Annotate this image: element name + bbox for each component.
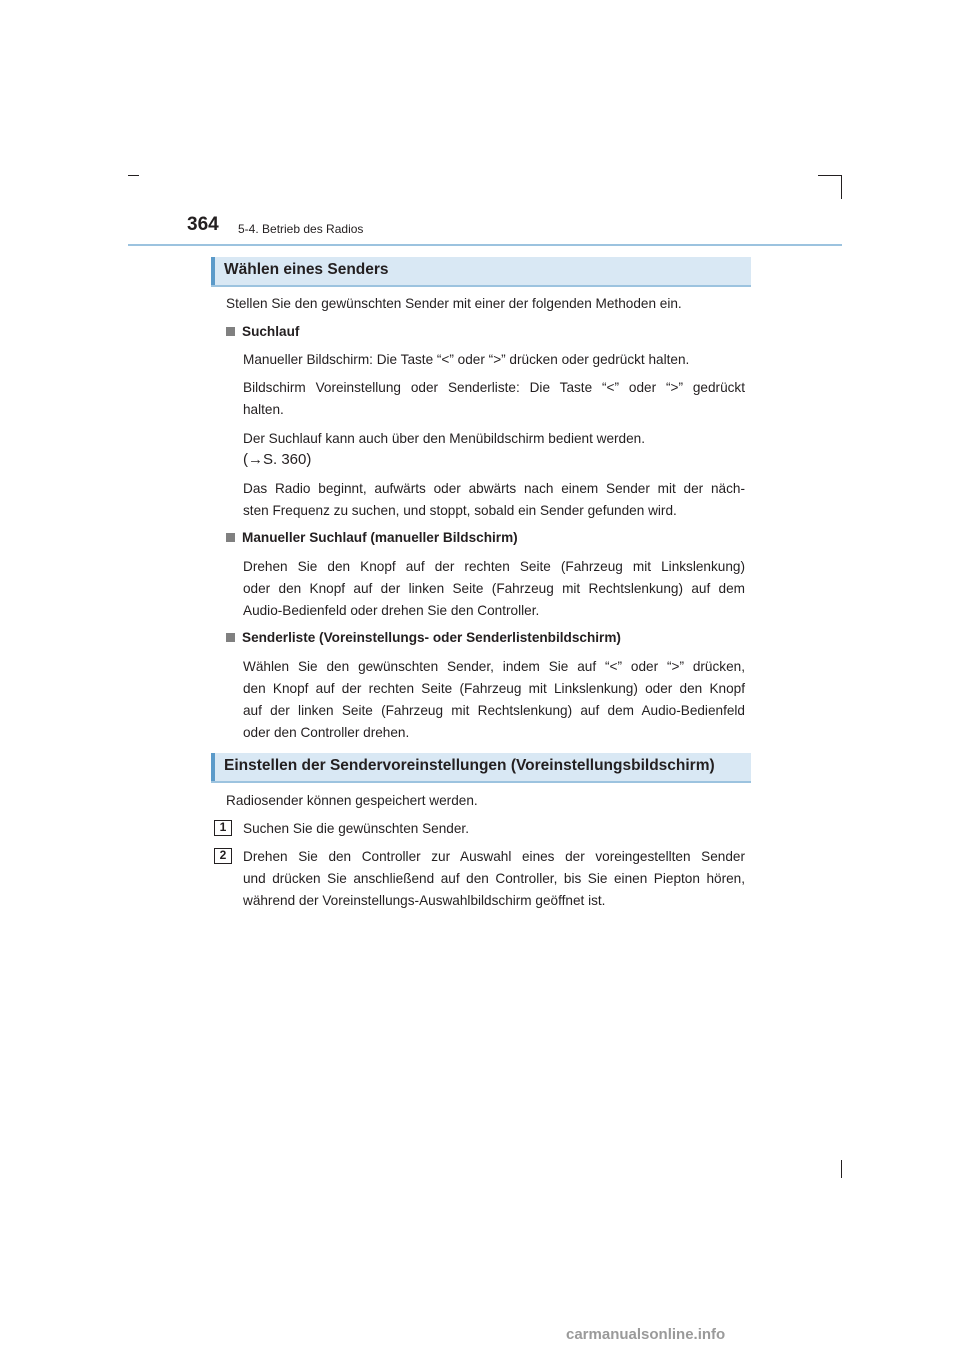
bullet-heading-station-list xyxy=(226,628,621,648)
paragraph-line: den Knopf auf der rechten Seite (Fahrzeug mit Linkslenkung) oder den Knopf xyxy=(243,681,745,696)
paragraph-line: auf der linken Seite (Fahrzeug mit Rechtslenkung) auf dem Audio-Bedienfeld xyxy=(243,703,745,718)
header-rule xyxy=(128,244,842,246)
crop-mark-bottom-right xyxy=(841,1160,842,1178)
step-number-badge: 1 xyxy=(214,820,232,836)
section-heading-presets xyxy=(211,753,751,783)
bullet-heading-suchlauf xyxy=(226,322,299,342)
crop-mark-top-left xyxy=(128,175,139,176)
step-number-badge: 2 xyxy=(214,848,232,864)
step-text: und drücken Sie anschließend auf den Controller, bis Sie einen Piepton hören, xyxy=(243,871,745,886)
step-text: Suchen Sie die gewünschten Sender. xyxy=(243,821,469,836)
crop-mark-top-right-v xyxy=(841,175,842,199)
section-heading-select-station xyxy=(211,257,751,287)
paragraph-line: Der Suchlauf kann auch über den Menübildschirm bedient werden. xyxy=(243,431,646,446)
square-bullet-icon xyxy=(226,533,235,542)
chapter-title: 5-4. Betrieb des Radios xyxy=(238,222,364,236)
step-text: Drehen Sie den Controller zur Auswahl eines der voreingestellten Sender xyxy=(243,849,745,864)
square-bullet-icon xyxy=(226,327,235,336)
section-title: Einstellen der Sendervoreinstellungen (Voreinstellungsbildschirm) xyxy=(224,757,715,774)
bullet-heading-manual-seek xyxy=(226,528,518,548)
section-heading-accent xyxy=(211,753,215,781)
paragraph-line: Wählen Sie den gewünschten Sender, indem Sie auf “<” oder “>” drücken, xyxy=(243,659,745,674)
bullet-heading-text: Manueller Suchlauf (manueller Bildschirm) xyxy=(242,530,518,545)
paragraph-line: Das Radio beginnt, aufwärts oder abwärts nach einem Sender mit der näch- xyxy=(243,481,745,496)
bullet-heading-text: Suchlauf xyxy=(242,324,300,339)
page-number: 364 xyxy=(187,214,219,235)
paragraph-line: Drehen Sie den Knopf auf der rechten Seite (Fahrzeug mit Linkslenkung) xyxy=(243,559,745,574)
section-heading-accent xyxy=(211,257,215,285)
section-intro: Radiosender können gespeichert werden. xyxy=(226,793,478,808)
square-bullet-icon xyxy=(226,633,235,642)
step-text: während der Voreinstellungs-Auswahlbildschirm geöffnet ist. xyxy=(243,893,606,908)
paragraph-line: Audio-Bedienfeld oder drehen Sie den Controller. xyxy=(243,603,540,618)
paragraph-line: halten. xyxy=(243,402,284,417)
watermark: carmanualsonline.info xyxy=(566,1326,726,1343)
crop-mark-top-right-h xyxy=(818,175,842,176)
paragraph-line: Manueller Bildschirm: Die Taste “<” oder “>” drücken oder gedrückt halten. xyxy=(243,352,690,367)
bullet-heading-text: Senderliste (Voreinstellungs- oder Senderlistenbildschirm) xyxy=(242,630,621,645)
section-intro: Stellen Sie den gewünschten Sender mit einer der folgenden Methoden ein. xyxy=(226,296,682,311)
paragraph-line: oder den Knopf auf der linken Seite (Fahrzeug mit Rechtslenkung) auf dem xyxy=(243,581,745,596)
paragraph-line: sten Frequenz zu suchen, und stoppt, sobald ein Sender gefunden wird. xyxy=(243,503,677,518)
section-title: Wählen eines Senders xyxy=(224,261,389,278)
paragraph-line: Bildschirm Voreinstellung oder Senderliste: Die Taste “<” oder “>” gedrückt xyxy=(243,380,745,395)
page-reference: (→S. 360) xyxy=(243,451,312,468)
paragraph-line: oder den Controller drehen. xyxy=(243,725,410,740)
